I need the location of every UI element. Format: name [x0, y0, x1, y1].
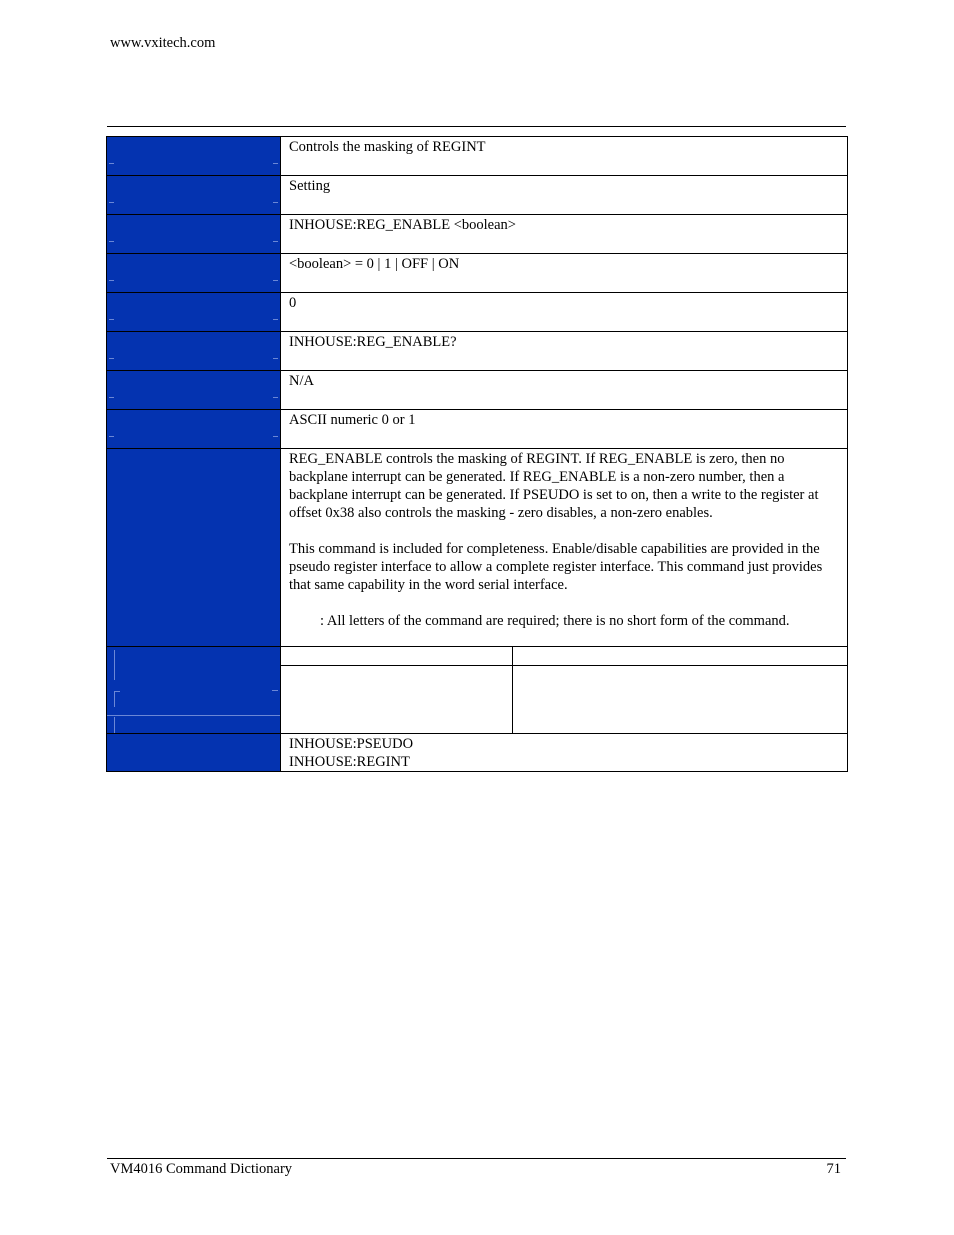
example-table — [281, 647, 847, 733]
footer-title: VM4016 Command Dictionary — [110, 1161, 293, 1177]
row-value: Controls the masking of REGINT — [281, 137, 848, 176]
command-table — [106, 136, 848, 772]
example-body-row — [281, 666, 847, 734]
row-label — [107, 371, 281, 410]
label-tick — [114, 691, 115, 707]
see-also-link: INHOUSE:PSEUDO — [289, 736, 414, 752]
row-label — [107, 254, 281, 293]
row-value: INHOUSE:REG_ENABLE? — [281, 332, 848, 371]
description-note: : All letters of the command are required; there is no short form of the command. — [320, 613, 790, 629]
footer-rule — [107, 1158, 846, 1159]
row-value: ASCII numeric 0 or 1 — [281, 410, 848, 449]
see-also-row — [107, 734, 848, 772]
description-cell — [281, 449, 848, 647]
table-row — [107, 293, 848, 332]
header-rule — [107, 126, 846, 127]
example-row — [107, 647, 848, 734]
example-header-cell — [513, 647, 848, 666]
see-also-cell — [281, 734, 848, 772]
table-row — [107, 332, 848, 371]
table-row — [107, 410, 848, 449]
label-tick — [272, 690, 278, 691]
description-paragraph: REG_ENABLE controls the masking of REGINT. If REG_ENABLE is zero, then no backplane interrupt can be generated. If REG_ENABLE is a non-zero number, then a backplane interrupt can be generated. If PSEUDO is set to on, then a write to the register at offset 0x38 also controls the masking - zero disables, a non-zero enables. — [289, 451, 819, 521]
example-body-cell — [281, 666, 513, 734]
label-tick — [114, 650, 115, 680]
example-header-row — [281, 647, 847, 666]
label-tick — [114, 717, 115, 733]
row-label — [107, 734, 281, 772]
see-also-link: INHOUSE:REGINT — [289, 754, 410, 770]
row-value: Setting — [281, 176, 848, 215]
example-header-cell — [281, 647, 513, 666]
row-label — [107, 449, 281, 647]
table-row — [107, 137, 848, 176]
row-label — [107, 137, 281, 176]
table-row — [107, 371, 848, 410]
header-url: www.vxitech.com — [110, 35, 216, 51]
page-number: 71 — [826, 1161, 841, 1177]
description-paragraph: This command is included for completeness. Enable/disable capabilities are provided in the pseudo register interface to allow a complete register interface. This command just provides that same capability in the word serial interface. — [289, 541, 823, 593]
row-label — [107, 215, 281, 254]
example-cell — [281, 647, 848, 734]
label-tick — [114, 691, 120, 692]
table-row — [107, 176, 848, 215]
row-value: <boolean> = 0 | 1 | OFF | ON — [281, 254, 848, 293]
example-body-cell — [513, 666, 848, 734]
row-label — [107, 293, 281, 332]
label-tick — [107, 715, 280, 716]
row-label — [107, 647, 281, 734]
row-value: 0 — [281, 293, 848, 332]
row-value: INHOUSE:REG_ENABLE <boolean> — [281, 215, 848, 254]
row-label — [107, 176, 281, 215]
description-row — [107, 449, 848, 647]
table-row — [107, 254, 848, 293]
row-label — [107, 410, 281, 449]
row-value: N/A — [281, 371, 848, 410]
table-row — [107, 215, 848, 254]
row-label — [107, 332, 281, 371]
